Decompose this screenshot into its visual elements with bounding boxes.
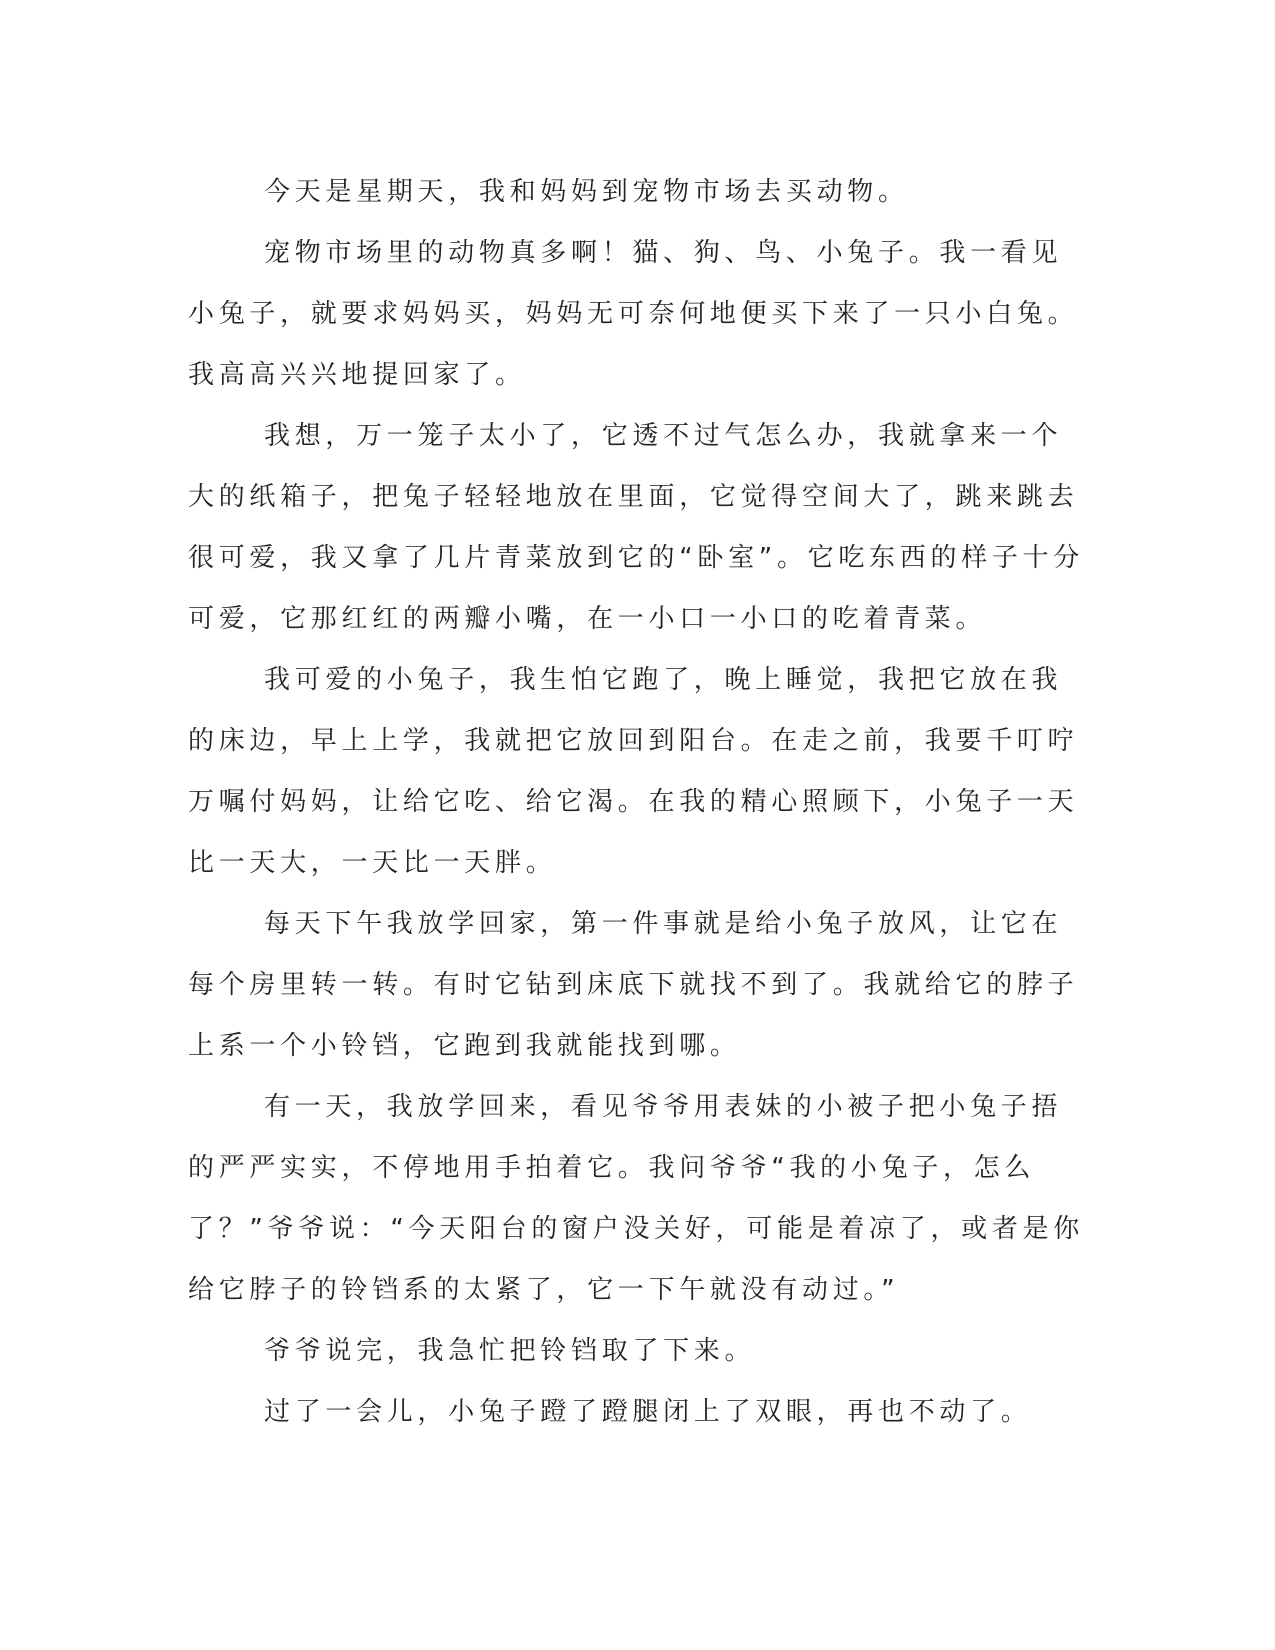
paragraph-4: 我可爱的小兔子，我生怕它跑了，晚上睡觉，我把它放在我的床边，早上上学，我就把它放回到阳台。在走之前，我要千叮咛万嘱付妈妈，让给它吃、给它渴。在我的精心照顾下，小兔子一天比一天大，一天比一天胖。 bbox=[188, 665, 1079, 878]
paragraph-5: 每天下午我放学回家，第一件事就是给小兔子放风，让它在每个房里转一转。有时它钻到床底下就找不到了。我就给它的脖子上系一个小铃铛，它跑到我就能找到哪。 bbox=[188, 909, 1079, 1061]
paragraph-6: 有一天，我放学回来，看见爷爷用表妹的小被子把小兔子捂的严严实实，不停地用手拍着它。我问爷爷“我的小兔子，怎么了？”爷爷说：“今天阳台的窗户没关好，可能是着凉了，或者是你给它脖子的铃铛系的太紧了，它一下午就没有动过。” bbox=[188, 1092, 1084, 1305]
paragraph-2: 宠物市场里的动物真多啊！猫、狗、鸟、小兔子。我一看见小兔子，就要求妈妈买，妈妈无可奈何地便买下来了一只小白兔。我高高兴兴地提回家了。 bbox=[188, 238, 1079, 390]
paragraph-8: 过了一会儿，小兔子蹬了蹬腿闭上了双眼，再也不动了。 bbox=[264, 1397, 1032, 1427]
paragraph-1: 今天是星期天，我和妈妈到宠物市场去买动物。 bbox=[264, 177, 909, 207]
paragraph-7: 爷爷说完，我急忙把铃铛取了下来。 bbox=[264, 1336, 756, 1366]
document-body bbox=[188, 162, 1088, 1443]
paragraph-3: 我想，万一笼子太小了，它透不过气怎么办，我就拿来一个大的纸箱子，把兔子轻轻地放在里面，它觉得空间大了，跳来跳去很可爱，我又拿了几片青菜放到它的“卧室”。它吃东西的样子十分可爱，它那红红的两瓣小嘴，在一小口一小口的吃着青菜。 bbox=[188, 421, 1084, 634]
